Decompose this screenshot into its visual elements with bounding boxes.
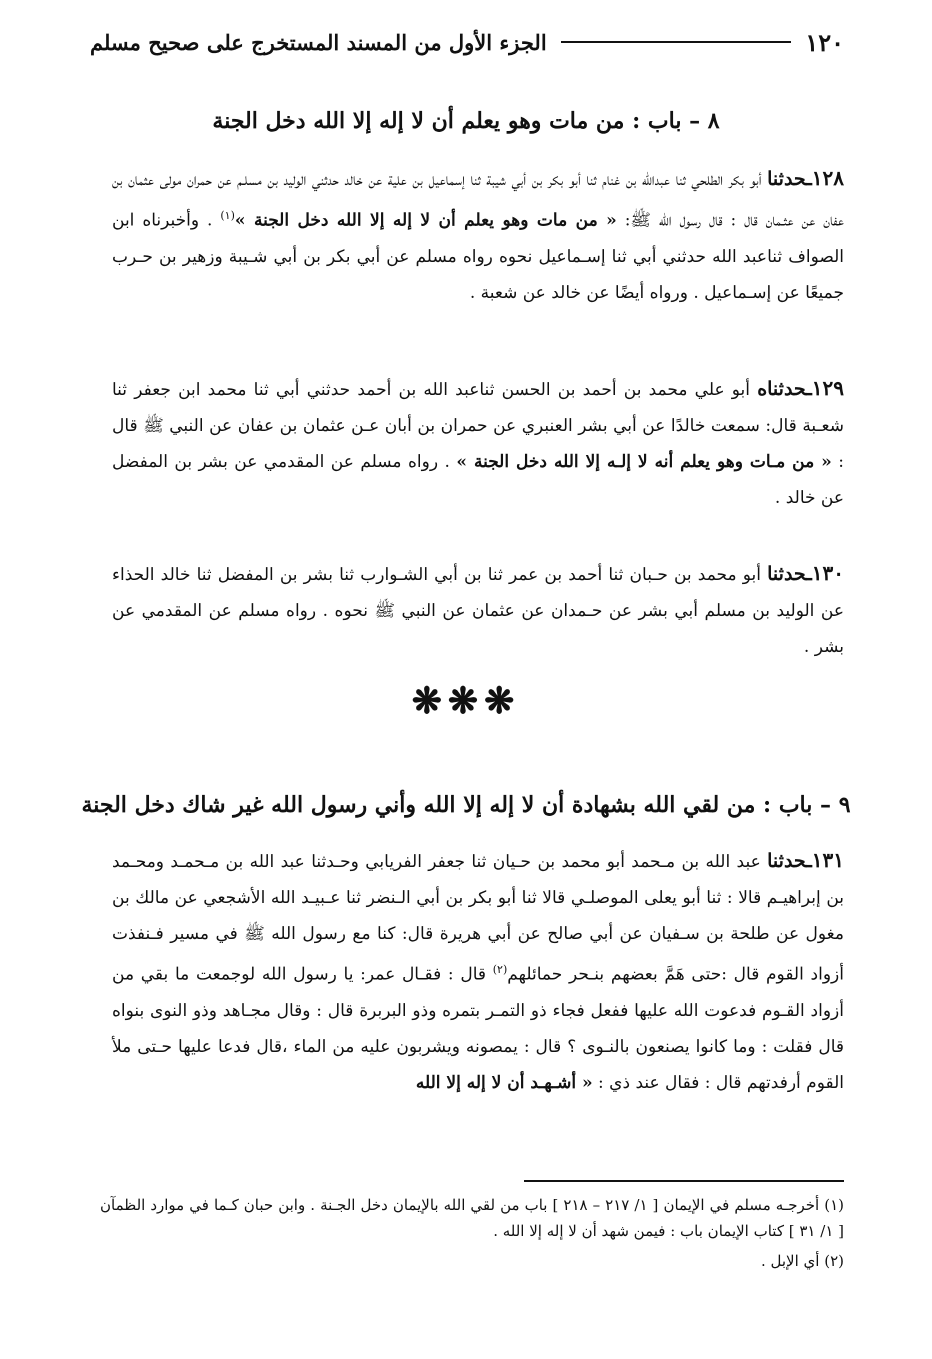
- page-number: ١٢٠: [805, 27, 844, 57]
- hadith-quote: « من مات وهو يعلم أن لا إله إلا الله دخل الجنة »: [234, 210, 617, 231]
- hadith-text-cont: . وأخبرناه ابن الصواف ثناعبد الله حدثني أبي ثنا إسـماعيل نحوه رواه مسلم عن أبي بكر بن أبي شـيبة وزهير بن حـرب جميعًا عن إسـماعيل . ورواه أيضًا عن خالد عن شعبة .: [112, 210, 844, 303]
- narration-keyword: ـحدثنا: [767, 563, 812, 585]
- hadith-quote: « أشـهـد أن لا إله إلا الله: [415, 1072, 593, 1093]
- hadith-number: ١٣٠: [811, 561, 844, 585]
- footnote-2: (٢) أي الإبل .: [760, 1252, 844, 1270]
- footnote-1: (١) أخرجـه مسلم في الإيمان [ ١/ ٢١٧ – ٢١٨ ] باب من لقي الله بالإيمان دخل الجـنة . وابن حبان كـما في موارد الظمآن [ ١/ ٣١ ] كتاب الإيمان باب : فيمن شهد أن لا إله إلا الله .: [100, 1196, 845, 1240]
- section-separator: ❋❋❋: [411, 680, 521, 722]
- narration-keyword: ـحدثناه: [757, 378, 812, 400]
- hadith-quote: « من مـات وهو يعلم أنه لا إلـه إلا الله دخل الجنة »: [456, 452, 832, 472]
- footnote-ref: (١): [220, 209, 235, 222]
- hadith-number: ١٢٨: [811, 166, 844, 190]
- hadith-130: [112, 555, 844, 665]
- hadith-text: عبد الله بن مـحمد أبو محمد بن حـيان ثنا جعفر الفريابي وحـدثنا عبد الله بن مـحمـد ومحـمد بن إبراهيـم قالا : ثنا أبو يعلى الموصلـي قالا ثنا أبو بكر بن أبي الـنضر ثنا عـبيـد الله الأشجعي عن مالك بن مغول عن طلحة بن سـفيان عن أبي صالح عن أبي هريرة قال: كنا مع رسول الله ﷺ في مسير فـنفذت أزواد القوم قال :حتى هَمَّ بعضهم بنـحر حمائلهم: [112, 852, 844, 985]
- hadith-128: [112, 160, 844, 311]
- chapter-8-title: ٨ – باب : من مات وهو يعلم أن لا إله إلا الله دخل الجنة: [212, 108, 720, 134]
- hadith-text: أبو بكر الطلحي ثنا عبدالله بن غنام ثنا أبو بكر بن أبي شيبة ثنا إسماعيل بن علية عن خالد حدثني الوليد بن مسلـم عن حمران مولى عثمان بن عفان عن عثـمان قال : قال رسول الله ﷺ:: [112, 170, 844, 231]
- running-title: الجزء الأول من المسند المستخرج على صحيح مسلم: [90, 29, 547, 55]
- hadith-number: ١٢٩: [811, 376, 844, 400]
- hadith-131: [112, 842, 844, 1101]
- footnote-ref: (٢): [492, 963, 508, 976]
- hadith-number: ١٣١: [811, 848, 844, 872]
- chapter-9-title: ٩ – باب : من لقي الله بشهادة أن لا إله إلا الله وأني رسول الله غير شاك دخل الجنة: [81, 792, 851, 818]
- hadith-129: [112, 370, 844, 516]
- narration-keyword: ـحدثنا: [767, 850, 812, 872]
- header-rule: [561, 41, 792, 43]
- running-header: [90, 22, 844, 62]
- hadith-text-cont: . رواه مسلم عن المقدمي عن بشر بن المفضل عن خالد .: [112, 452, 844, 508]
- hadith-text: أبو محمد بن حـبان ثنا أحمد بن عمر ثنا بن أبي الشـوارب ثنا بشر بن المفضل ثنا خالد الحذاء عن الوليد بن مسلم أبي بشر عن حـمدان عن عثمان عن النبي ﷺ نحوه . رواه مسلم عن المقدمي عن بشر .: [112, 565, 844, 657]
- footnote-rule: [524, 1180, 844, 1182]
- hadith-text: أبو علي محمد بن أحمد بن الحسن ثناعبد الله بن أحمد حدثني أبي ثنا محمد ابن جعفر ثنا شعـبة قال: سمعت خالدًا عن أبي بشر العنبري عن حمران بن أبان عـن عثمان بن عفان عن النبي ﷺ قال :: [112, 380, 844, 472]
- hadith-text-cont: قال : فقـال عمر: يا رسول الله لوجمعت ما بقي من أزواد القـوم فدعوت الله عليها ففعل فجاء ذو التمـر بتمره وذو البربرة قال : وقال مجـاهد وذو النوى بنواه قال فقلت : وما كانوا يصنعون بالنـوى ؟ قال : يمصونه ويشربون عليه من الماء ،قال فدعا عليها حـتى ملأ القوم أرفدتهم قال : فقال عند ذي :: [112, 964, 844, 1093]
- narration-keyword: ـحدثنا: [767, 168, 812, 190]
